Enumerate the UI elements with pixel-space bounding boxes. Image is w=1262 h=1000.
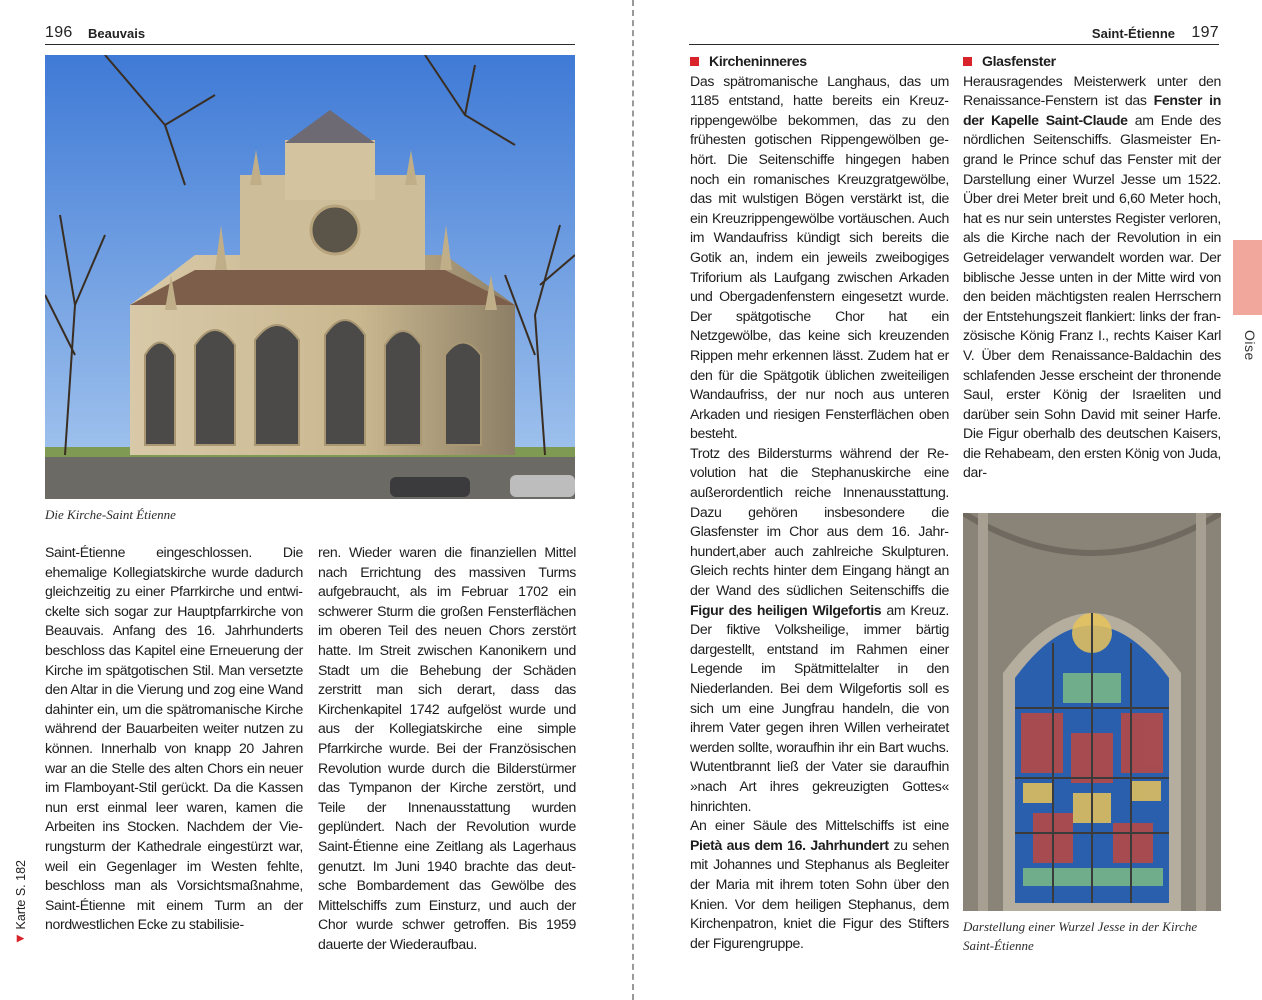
- running-title-left: Beauvais: [88, 26, 146, 41]
- right-page: [633, 0, 1262, 1000]
- church-photo: [45, 55, 575, 499]
- paragraph: Herausragendes Meisterwerk unter den Renaissance-Fenstern ist das Fenster in der Kapelle Saint-Claude am Ende des nördlichen Seitenschiffs. Glasmeister Engrand le Prince schuf das Fenster mit der Darstellung einer Wurzel Jesse um 1522. Über drei Meter breit und 6,60 Meter hoch, hat es nur sein unterstes Register verloren, als die Kirche nach der Revolution in ein Getreidelager verwandelt worden war. Der biblische Jesse unten in der Mitte wird von den beiden mächtigsten realen Herrschern der Entstehungszeit flankiert: links der französische König Franz I., rechts Kaiser Karl V. Über dem Renaissance-Baldachin des schlafenden Jesse erscheint der thronende Saul, erster König der Israeliten und darüber sein Sohn David mit seiner Harfe. Die Figur oberhalb des deutschen Kaisers, die Rehabeam, den ersten König von Juda, dar-: [963, 72, 1222, 481]
- right-text-column-2: [963, 52, 1221, 483]
- paragraph: Trotz des Bildersturms während der Revolution hat die Stephanuskirche eine außerordentlich reiche Innenausstattung. Dazu gehören insbesondere die Glasfenster im Chor aus dem 16. Jahrhundert,aber auch zahlreiche Skulpturen. Gleich rechts hinter dem Eingang hängt an der Wand des südlichen Seitenschiffs die Figur des heiligen Wilgefortis am Kreuz. Der fiktive Volksheilige, immer bärtig dargestellt, entstand im Rahmen einer Legende im Spätmittelalter in den Niederlanden. Bei dem Wilgefortis soll es sich um eine Jungfrau handeln, die von ihrem Vater gegen ihren Willen verheiratet werden sollte, woraufhin ihr ein Bart wuchs. Wutentbrannt ließ der Vater sie daraufhin »nach Art ihres gekreuzigten Gottes« hinrichten.: [690, 444, 949, 814]
- paragraph: Das spätromanische Langhaus, das um 1185 entstand, hatte bereits ein Kreuzrippengewölbe bekommen, das zu den frühesten gotischen Rippengewölben gehört. Die Seitenschiffe hingegen haben noch ein romanisches Kreuzgratgewölbe, das mit wulstigen Bögen verstärkt ist, die ein Kreuzrippengewölbe vortäuschen. Auch im Wandaufriss kündigt sich bereits die Gotik an, indem ein jeweils zweibogiges Triforium als Laufgang zwischen Arkaden und Obergadenfenstern eingesetzt wurde. Der spätgotische Chor hat ein Netzgewölbe, das keine sich kreuzenden Rippen mehr erkennen lässt. Zudem hat er den für die Spätgotik üblichen zweiteiligen Wandaufriss, der nur noch aus unteren Arkaden und riesigen Fensterflächen oben besteht.: [690, 72, 949, 442]
- paragraph: An einer Säule des Mittelschiffs ist eine Pietà aus dem 16. Jahrhundert zu sehen mit Johannes und Stephanus als Begleiter der Maria mit ihrem toten Sohn über den Knien. Vor dem heiligen Stephanus, dem Kirchenpatron, kniet die Figur des Stifters der Figurengruppe.: [690, 817, 949, 951]
- chapter-tab-label: Oise: [1242, 330, 1258, 361]
- left-text-column-1: [45, 543, 303, 935]
- stained-glass-photo: [963, 513, 1221, 911]
- left-col2-paragraph: ren. Wieder waren die finanziellen Mittel nach Errichtung des massiven Turms aufgebraucht, als im Februar 1702 ein schwerer Sturm die großen Fensterflächen im oberen Teil des neuen Chors zerstört hatte. Im Streit zwischen Kanonikern und Stadt um die Behebung der Schäden zerstritt man sich derart, dass das Kirchenkapitel 1742 aufgelöst wurde und aus der Kollegiatskirche eine simple Pfarrkirche wurde. Bei der Französischen Revolution wurde durch die Bilderstürmer das Tympanon der Kirche zerstört, und Teile der Innenausstattung wurden geplündert. Nach der Revolution wurde Saint-Étienne eine Zeitlang als Lagerhaus genutzt. Im Juni 1940 brachte das deutsche Bombardement das Gewölbe des Mittelschiffs zum Einsturz, und auch der Chor wurde schwer getroffen. Bis 1959 dauerte der Wiederaufbau.: [318, 544, 576, 952]
- section-heading-glasfenster: [963, 52, 1221, 72]
- left-col1-paragraph: Saint-Étienne eingeschlossen. Die ehemalige Kollegiatskirche wurde dadurch gleichzeitig zu einer Pfarrkirche und entwickelte sich sogar zur Hauptpfarrkirche von Beauvais. Anfang des 16. Jahrhunderts beschloss das Kapitel eine Erneuerung der Kirche im spätgotischen Stil. Man versetzte den Altar in die Vierung und zog eine Wand dahinter ein, um die spätromanische Kirche während der Bauarbeiten weiter nutzen zu können. Innerhalb von knapp 20 Jahren war an die Stelle des alten Chors ein neuer im Flamboyant-Stil gerückt. Da die Kassen nun erst einmal leer waren, kamen die Arbeiten ins Stocken. Nachdem der Vierungsturm der Kathedrale eingestürzt war, weil ein Gegenlager im Westen fehlte, beschloss man als Vorsichtsmaßnahme, Saint-Étienne mit einem Turm an der nordwestlichen Ecke zu stabilisie-: [45, 544, 303, 933]
- running-title-right: Saint-Étienne: [1091, 26, 1175, 41]
- church-photo-caption: Die Kirche-Saint Étienne: [45, 507, 176, 522]
- red-square-icon: [963, 57, 972, 66]
- map-reference: [14, 860, 32, 944]
- section-heading-kircheninneres: [690, 52, 949, 72]
- left-page-header: [45, 22, 575, 45]
- right-page-header: [689, 22, 1219, 45]
- section-heading-text: Glasfenster: [982, 53, 1056, 69]
- map-ref-text: Karte S. 182: [14, 860, 28, 930]
- section-heading-text: Kircheninneres: [709, 53, 807, 69]
- red-square-icon: [690, 57, 699, 66]
- chapter-tab: [1233, 240, 1262, 315]
- stained-glass-caption: Darstellung einer Wurzel Jesse in der Kirche Saint-Étienne: [963, 919, 1198, 953]
- page-number-left: 196: [45, 24, 73, 41]
- right-text-column-1: [690, 52, 949, 953]
- map-ref-arrow-icon: ◀: [15, 932, 26, 944]
- page-number-right: 197: [1191, 24, 1219, 41]
- left-text-column-2: [318, 543, 576, 954]
